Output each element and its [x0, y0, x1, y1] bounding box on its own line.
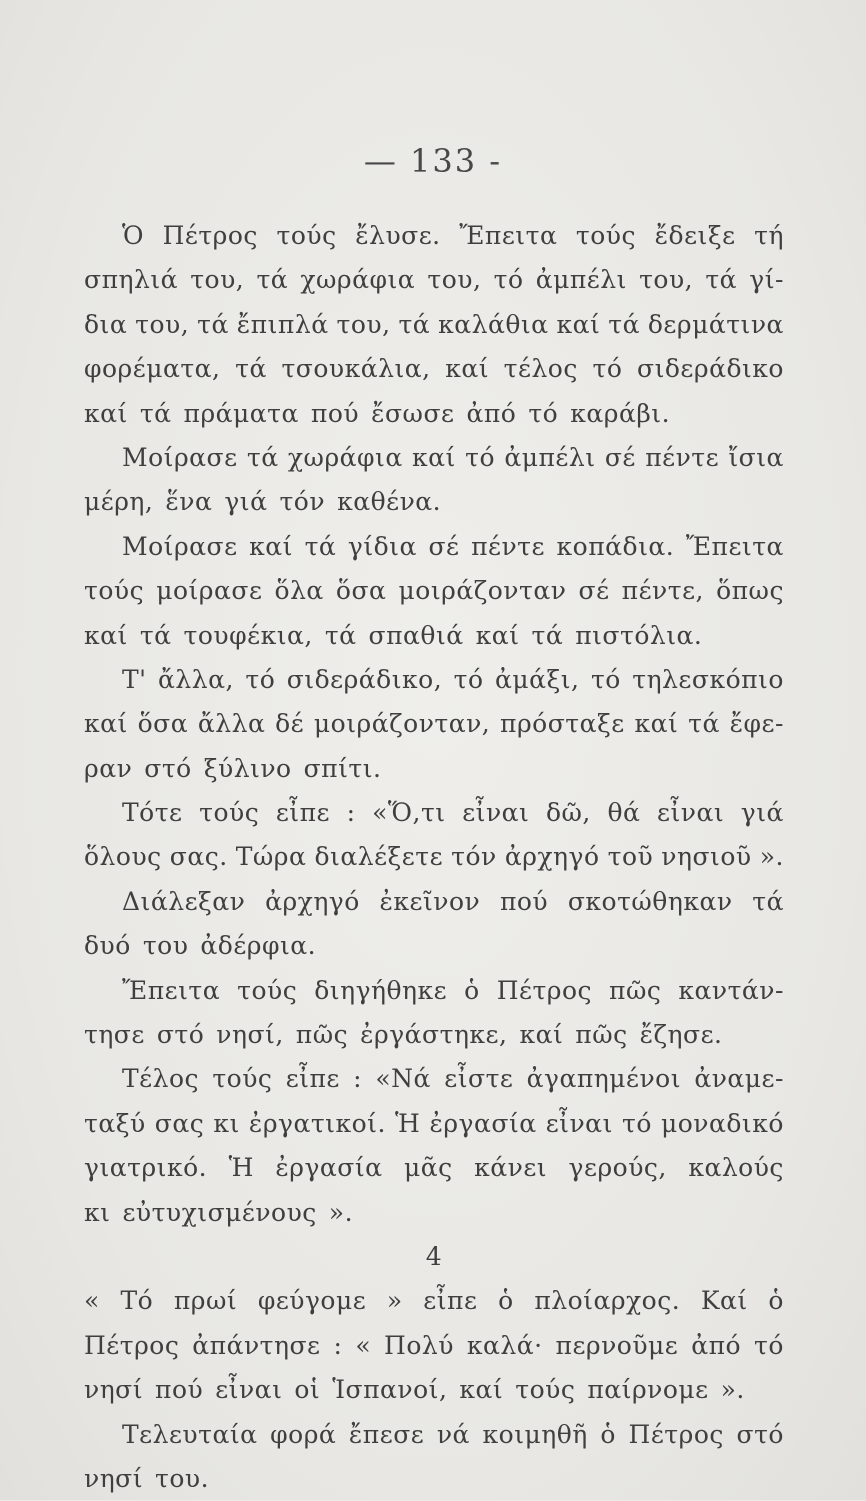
text-line: δυό του ἀδέρφια.: [84, 931, 317, 961]
text-line: νησί του.: [84, 1463, 210, 1493]
text-line: Τότε τούς εἶπε : «Ὅ,τι εἶναι δῶ, θά εἶναι γιά: [122, 798, 784, 828]
text-line: « Τό πρωί φεύγομε » εἶπε ὁ πλοίαρχος. Καί ὁ: [84, 1286, 784, 1316]
text-line: καί ὅσα ἄλλα δέ μοιράζονταν, πρόσταξε καί τά ἔφε-: [84, 709, 784, 739]
text-line: σπηλιά του, τά χωράφια του, τό ἀμπέλι του, τά γί-: [84, 265, 784, 295]
text-line: τούς μοίρασε ὅλα ὅσα μοιράζονταν σέ πέντε, ὅπως: [84, 576, 784, 606]
text-line: τησε στό νησί, πῶς ἐργάστηκε, καί πῶς ἔζησε.: [84, 1020, 723, 1050]
text-line: κι εὐτυχισμένους ».: [84, 1197, 354, 1227]
text-line: καί τά πράματα πού ἔσωσε ἀπό τό καράβι.: [84, 398, 671, 428]
text-line: Μοίρασε τά χωράφια καί τό ἀμπέλι σέ πέντε ἴσια: [122, 442, 784, 472]
text-line: δια του, τά ἔπιπλά του, τά καλάθια καί τά δερμάτινα: [84, 309, 784, 339]
text-line: Μοίρασε καί τά γίδια σέ πέντε κοπάδια. Ἔπειτα: [122, 531, 784, 561]
page-number: — 133 -: [363, 142, 503, 180]
text-line: ὅλους σας. Τώρα διαλέξετε τόν ἀρχηγό τοῦ νησιοῦ ».: [84, 842, 784, 872]
text-line: ραν στό ξύλινο σπίτι.: [84, 753, 382, 783]
section-number: 4: [425, 1241, 443, 1271]
text-line: γιατρικό. Ἡ ἐργασία μᾶς κάνει γερούς, καλούς: [84, 1153, 784, 1183]
text-line: Τελευταία φορά ἔπεσε νά κοιμηθῆ ὁ Πέτρος στό: [122, 1419, 784, 1449]
text-line: Τέλος τούς εἶπε : «Νά εἶστε ἀγαπημένοι ἀναμε-: [122, 1064, 784, 1094]
text-line: φορέματα, τά τσουκάλια, καί τέλος τό σιδεράδικο: [84, 354, 784, 384]
text-line: νησί πού εἶναι οἱ Ἱσπανοί, καί τούς παίρνομε ».: [84, 1375, 745, 1405]
text-line: Ὁ Πέτρος τούς ἔλυσε. Ἔπειτα τούς ἔδειξε τή: [122, 221, 784, 250]
text-line: Πέτρος ἀπάντησε : « Πολύ καλά· περνοῦμε ἀπό τό: [84, 1330, 784, 1360]
text-line: Διάλεξαν ἀρχηγό ἐκεῖνον πού σκοτώθηκαν τά: [122, 886, 784, 916]
body-text: [84, 214, 784, 1501]
text-line: ταξύ σας κι ἐργατικοί. Ἡ ἐργασία εἶναι τό μοναδικό: [84, 1108, 784, 1138]
text-line: μέρη, ἕνα γιά τόν καθένα.: [84, 487, 442, 517]
text-line: Ἔπειτα τούς διηγήθηκε ὁ Πέτρος πῶς καντάν-: [122, 975, 784, 1005]
text-line: καί τά τουφέκια, τά σπαθιά καί τά πιστόλια.: [84, 620, 703, 650]
text-line: Τ' ἄλλα, τό σιδεράδικο, τό ἀμάξι, τό τηλεσκόπιο: [122, 664, 784, 694]
